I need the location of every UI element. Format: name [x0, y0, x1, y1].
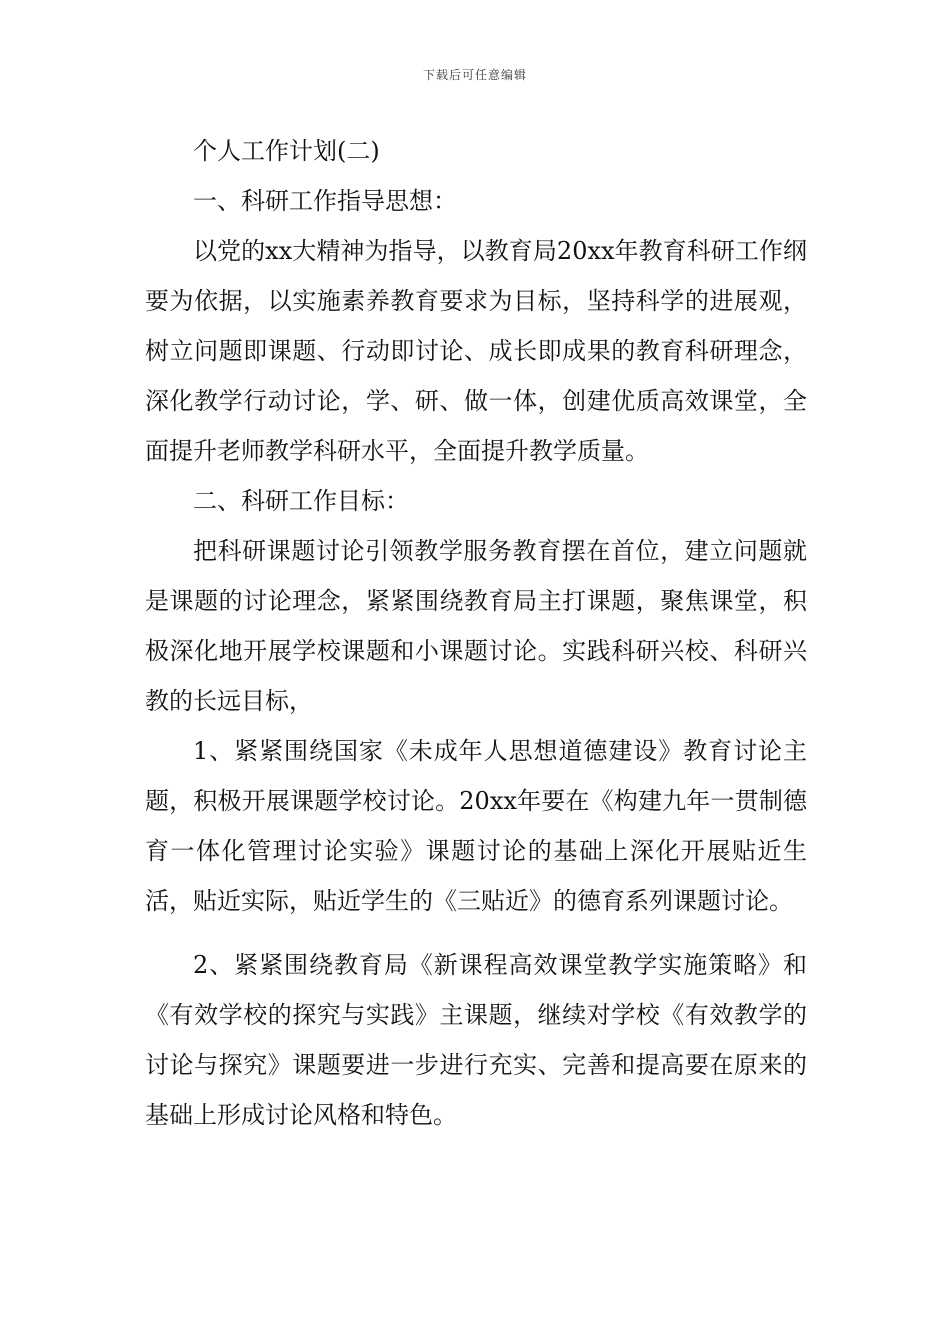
section-2-heading: 二、科研工作目标：: [193, 487, 409, 515]
document-body: [145, 126, 807, 1140]
section-1-heading: 一、科研工作指导思想：: [193, 187, 457, 215]
section-2-paragraph: 把科研课题讨论引领教学服务教育摆在首位，建立问题就是课题的讨论理念，紧紧围绕教育局主打课题，聚焦课堂，积极深化地开展学校课题和小课题讨论。实践科研兴校、科研兴教的长远目标，: [145, 537, 807, 715]
document-title: 个人工作计划(二): [193, 137, 380, 165]
list-item-1: 1、紧紧围绕国家《未成年人思想道德建设》教育讨论主题，积极开展课题学校讨论。20xx年要在《构建九年一贯制德育一体化管理讨论实验》课题讨论的基础上深化开展贴近生活，贴近实际，贴近学生的《三贴近》的德育系列课题讨论。: [145, 737, 807, 915]
header-note: 下载后可任意编辑: [422, 68, 527, 82]
section-1-paragraph: 以党的xx大精神为指导，以教育局20xx年教育科研工作纲要为依据，以实施素养教育要求为目标，坚持科学的进展观，树立问题即课题、行动即讨论、成长即成果的教育科研理念，深化教学行动讨论，学、研、做一体，创建优质高效课堂，全面提升老师教学科研水平，全面提升教学质量。: [145, 237, 807, 465]
list-item-2: 2、紧紧围绕教育局《新课程高效课堂教学实施策略》和《有效学校的探究与实践》主课题，继续对学校《有效教学的讨论与探究》课题要进一步进行充实、完善和提高要在原来的基础上形成讨论风格和特色。: [145, 951, 807, 1129]
